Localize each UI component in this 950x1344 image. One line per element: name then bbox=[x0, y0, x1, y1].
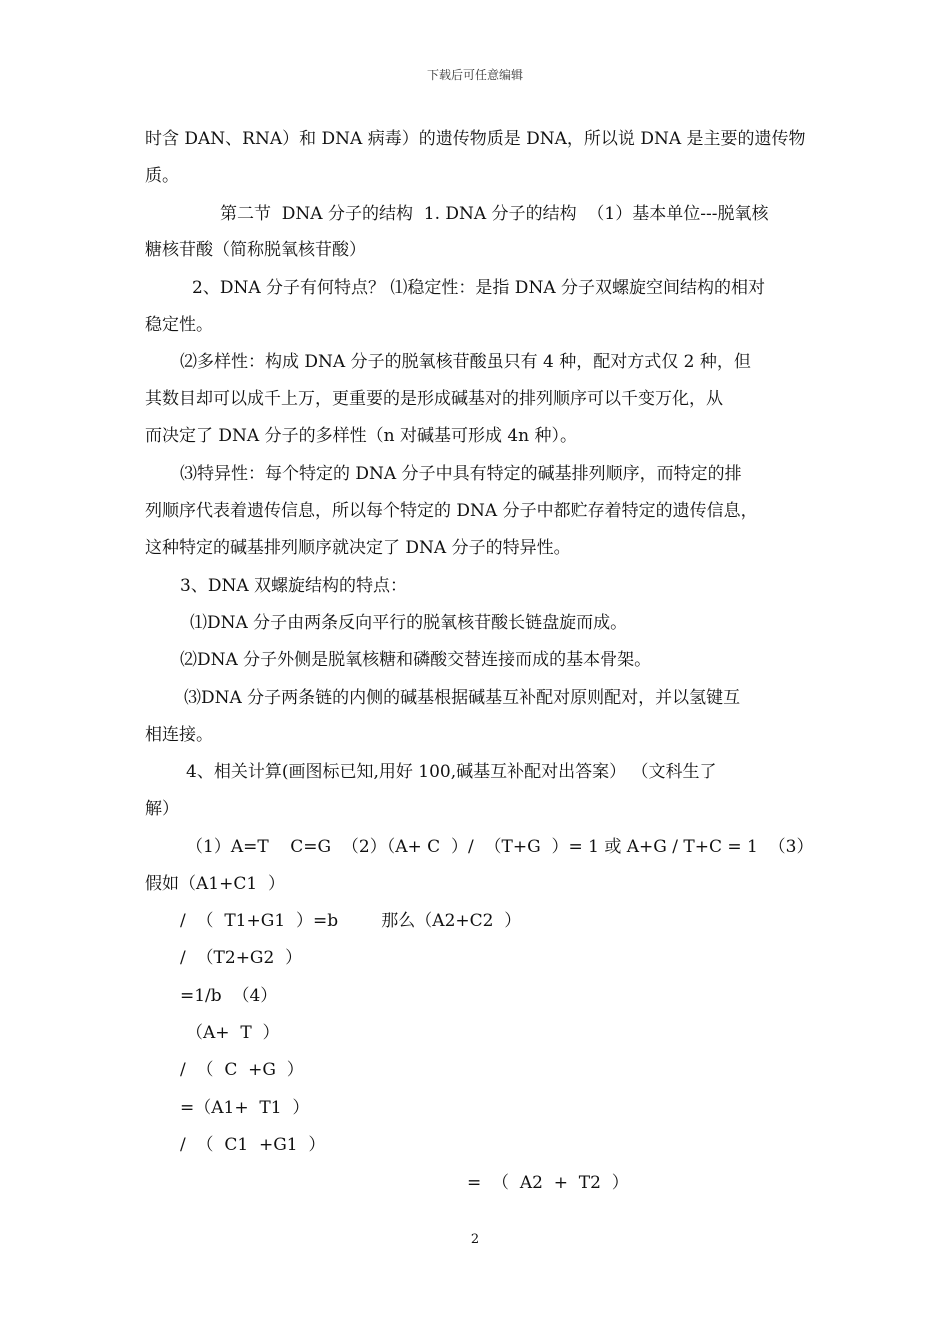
page-header: 下载后可任意编辑 bbox=[426, 68, 523, 82]
text-line: 而决定了 DNA 分子的多样性（n 对碱基可形成 4n 种）。 bbox=[145, 426, 578, 446]
text-line: 稳定性。 bbox=[145, 315, 213, 335]
text-line: 糖核苷酸（简称脱氧核苷酸） bbox=[145, 240, 366, 260]
text-line: 解） bbox=[145, 799, 179, 819]
formula-line: （1）A=T C=G （2）（A+ C ）/ （T+G ）= 1 或 A+G / T+C = 1 （3） bbox=[186, 837, 814, 857]
page-number: 2 bbox=[470, 1232, 480, 1247]
text-line: ⑴DNA 分子由两条反向平行的脱氧核苷酸长链盘旋而成。 bbox=[190, 613, 628, 633]
formula-line: / （ C +G ） bbox=[180, 1060, 304, 1080]
text-line: 列顺序代表着遗传信息，所以每个特定的 DNA 分子中都贮存着特定的遗传信息， bbox=[145, 501, 758, 521]
text-line: 2、DNA 分子有何特点？ ⑴稳定性：是指 DNA 分子双螺旋空间结构的相对 bbox=[192, 278, 765, 298]
text-line: 这种特定的碱基排列顺序就决定了 DNA 分子的特异性。 bbox=[145, 538, 571, 558]
formula-line: / （ T1+G1 ）=b 那么（A2+C2 ） bbox=[180, 911, 522, 931]
text-line: 3、DNA 双螺旋结构的特点： bbox=[180, 576, 408, 596]
text-line: 时含 DAN、RNA）和 DNA 病毒）的遗传物质是 DNA，所以说 DNA 是主要的遗传物 bbox=[145, 129, 806, 149]
text-line: 相连接。 bbox=[145, 725, 213, 745]
formula-line: 假如（A1+C1 ） bbox=[145, 874, 285, 894]
formula-line: =（A1+ T1 ） bbox=[180, 1098, 310, 1118]
section-heading-line: 第二节 DNA 分子的结构 1. DNA 分子的结构 （1）基本单位---脱氧核 bbox=[220, 204, 769, 224]
text-line: 4、相关计算(画图标已知,用好 100,碱基互补配对出答案） （文科生了 bbox=[186, 762, 717, 782]
text-line: 其数目却可以成千上万，更重要的是形成碱基对的排列顺序可以千变万化，从 bbox=[145, 389, 723, 409]
text-line: ⑵多样性：构成 DNA 分子的脱氧核苷酸虽只有 4 种，配对方式仅 2 种，但 bbox=[180, 352, 751, 372]
formula-line: = （ A2 + T2 ） bbox=[467, 1173, 629, 1193]
text-line: ⑶特异性：每个特定的 DNA 分子中具有特定的碱基排列顺序，而特定的排 bbox=[180, 464, 742, 484]
formula-line: / （T2+G2 ） bbox=[180, 948, 303, 968]
formula-line: / （ C1 +G1 ） bbox=[180, 1135, 326, 1155]
formula-line: （A+ T ） bbox=[186, 1023, 280, 1043]
text-line: ⑶DNA 分子两条链的内侧的碱基根据碱基互补配对原则配对，并以氢键互 bbox=[184, 688, 741, 708]
text-line: ⑵DNA 分子外侧是脱氧核糖和磷酸交替连接而成的基本骨架。 bbox=[180, 650, 652, 670]
formula-line: =1/b （4） bbox=[180, 986, 278, 1006]
text-line: 质。 bbox=[145, 166, 179, 186]
